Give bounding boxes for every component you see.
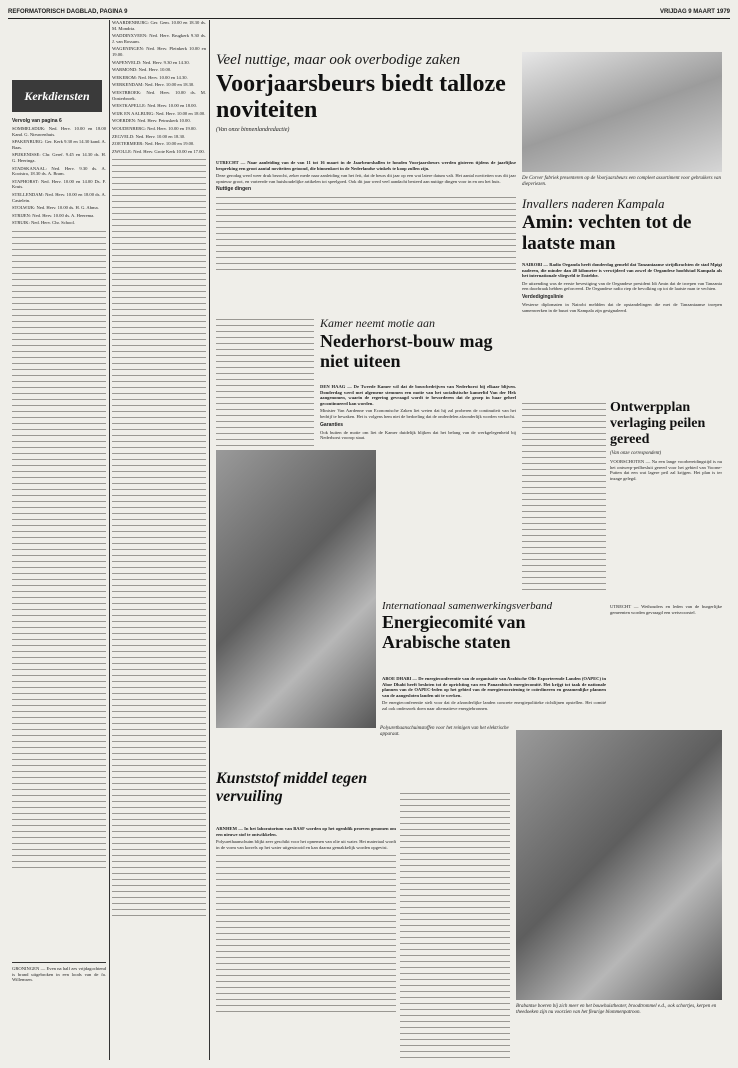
amin-lead: NAIROBI — Radio Oeganda heeft donderdag gemeld dat Tanzaniaanse strijdkrachten de stad Mpigi naderen, die minder dan 40 kilometer is verwijderd van zowel de Oegandese hoofdstad Kampala als het internationale vliegveld te Entebbe. <box>522 262 722 279</box>
energie-lead: ABOE DHABI — De energieconferentie van de organisatie van Arabische Olie Exporterende Landen (OAPEC) in Aboe Dhabi heeft besloten tot de oprichting van een Panarabisch energiecomité. Het krijgt tot taak de nationale plannen van de OAPEC-leden op het gebied van de energievoorziening te coördineren en gezamenlijke plannen van de aangesloten landen uit te werken. <box>382 676 606 698</box>
kunststof-lead: ARNHEM — In het laboratorium van BASF worden op het ogenblik proeven genomen om een nieuwe stof te ontwikkelen. <box>216 826 396 837</box>
main-lead: UTRECHT — Naar aanleiding van de van 11 tot 16 maart in de Jaarbeurshallen te houden Voorjaarsbeurs werden gisteren tijdens de jaarlijkse bespreking een groot aantal noviteiten getoond, die binnenkort in de Nederlandse winkels te koop zullen zijn. <box>216 160 516 171</box>
main-title: Voorjaarsbeurs biedt talloze noviteiten <box>216 71 506 123</box>
sidebar-entry: STOLWIJK: Ned. Herv. 10.00 ds. H. G. Abma. <box>12 205 99 211</box>
nederhorst-kicker: Kamer neemt motie aan <box>320 316 435 330</box>
kerkdiensten-logo <box>12 80 102 112</box>
col2-entry: WERKENDAM: Ned. Herv. 10.00 en 18.30. <box>112 82 195 88</box>
col2-entry: WADDINXVEEN: Ned. Herv. Brugkerk 9.30 ds. J. van Rossum. <box>112 33 206 44</box>
sidebar-heading: Vervolg van pagina 6 <box>12 118 62 124</box>
col2-entry: WESTBROEK: Ned. Herv. 10.00 ds. M. Oosterbroek. <box>112 89 206 101</box>
header-left: REFORMATORISCH DAGBLAD, PAGINA 9 <box>8 9 128 15</box>
sidebar-entry: STRUIK: Ned. Herv. Chr. School. <box>12 220 75 226</box>
main-byline: (Van onze binnenlandredactie) <box>216 127 290 133</box>
col2-entry: ZWOLLE: Ned. Herv. Grote Kerk 10.00 en 17.00. <box>112 148 205 154</box>
photo1-caption: De Corver fabriek presenteren op de Voorjaarsbeurs een compleet assortiment voor gebruikers van diepvriezen. <box>522 176 722 187</box>
col2-entry: ZEGVELD: Ned. Herv. 10.00 en 18.30. <box>112 133 186 139</box>
sidebar-entry: STELLENDAM: Ned. Herv. 10.00 en 18.00 ds. A. Castelein. <box>12 191 106 203</box>
groningen-notice <box>12 962 106 1066</box>
main-article-continuation <box>216 316 314 446</box>
sidebar-entry: SPAKENBURG: Ger. Kerk 9.30 en 14.30 kand. A. Baas. <box>12 139 106 150</box>
main-subhead: Nuttige dingen <box>216 186 251 193</box>
amin-body: De uitzending was de eerste bevestiging van de Oegandese president Idi Amin dat de troepen van Tanzania een doorbraak hebben geforceerd. De Oegandese radio riep de bevolking op tot de laatste man te vechten. <box>522 280 722 292</box>
bullet-text: UTRECHT — Wethouders en leden van de burgerlijke gemeenten worden gevraagd een wetsvoorstel. <box>610 604 722 615</box>
energie-body: De energieconferentie stelt voor dat de afzonderlijke landen concrete energiepolitieke richtlijnen opstellen. Het comité zal ook onderzoek doen naar alternatieve energiebronnen. <box>382 700 606 711</box>
sidebar-filler-text <box>12 228 106 868</box>
ontwerp-title: Ontwerpplan verlaging peilen gereed <box>610 400 706 447</box>
column-divider <box>209 20 210 1060</box>
col2-filler-text <box>112 156 206 916</box>
photo2-caption: Polyurethaanschuimstoffen voor het reinigen van het elektrische apparaat. <box>380 726 509 737</box>
col2-entry: ZOETERMEER: Ned. Herv. 10.00 en 19.00. <box>112 141 195 147</box>
amin-kicker: Invallers naderen Kampala <box>522 196 665 211</box>
ontwerp-byline: (Van onze correspondent) <box>610 451 662 456</box>
amin-article-body <box>522 262 722 394</box>
main-article-body <box>216 160 516 310</box>
nederhorst-lead: DEN HAAG — De Tweede Kamer wil dat de bouwbedrijven van Nederhorst bij elkaar blijven. Donderdag werd met algemene stemmen een motie van het socialistische kamerlid Van der Hek aangenomen, waarin de regering gevraagd wordt te bevorderen dat de groep in haar geheel gecontinueerd kan worden. <box>320 384 516 406</box>
photo-laboratorium <box>216 450 376 728</box>
column-divider <box>109 20 110 1060</box>
amin-continuation <box>522 400 606 590</box>
kunststof-body: Polyurethaanschuim blijkt zeer geschikt voor het opnemen van olie uit water. Het materiaal wordt in de vorm van korrels op het water uitgestrooid en kan daarna gemakkelijk worden opgevist. <box>216 839 396 850</box>
sidebar-entry: STAPHORST: Ned. Herv. 10.00 en 14.00 Ds. F. Kruis. <box>12 178 106 190</box>
col2-entry: WEKEROM: Ned. Herv. 10.00 en 14.30. <box>112 74 188 80</box>
header-right: VRIJDAG 9 MAART 1979 <box>659 9 730 15</box>
amin-subhead: Verdedigingslinie <box>522 293 564 300</box>
photo-boerenbont <box>516 730 722 1000</box>
photo3-caption: Brabantse boeren bij zich meer en het bouwhuistheater, broodtrommel e.d., ook schortjes, kerpen en theedoeken zijn nu voorzien van het fleurige blommenpatroon. <box>516 1004 717 1015</box>
kunststof-title: Kunststof middel tegen vervuiling <box>216 770 368 805</box>
amin-body2: Westerse diplomaten in Nairobi meldden dat de opstandelingen die met de Tanzaniaanse troepen samenwerken in de buurt van Kampala zijn gesignaleerd. <box>522 301 722 313</box>
ontwerp-body: VOORSCHOTEN — Na een lange voorbereidingstijd is nu het ontwerp-peilbesluit gereed voor het gebied van Voorne-Putten dat een wat lagere peil zal krijgen. Het plan is ter inzage gelegd. <box>610 459 722 481</box>
col2-entry: WOUDENBERG: Ned. Herv. 10.00 en 19.00. <box>112 125 197 131</box>
page-header <box>8 6 730 19</box>
kunststof-article-body <box>216 826 396 1058</box>
col2-entry: WAPENVELD: Ned. Herv. 9.30 en 14.30. <box>112 59 190 65</box>
sidebar-entry: SPIJKENISSE: Chr. Geref. 9.45 en 14.30 ds. H. G. Heeringa. <box>12 152 106 163</box>
energie-kicker: Internationaal samenwerkingsverband <box>382 600 553 612</box>
nederhorst-title: Nederhorst-bouw mag niet uiteen <box>320 331 493 371</box>
amin-title: Amin: vechten tot de laatste man <box>522 212 692 254</box>
energie-continuation <box>400 790 510 1058</box>
col2-entry: WESTKAPELLE: Ned. Herv. 10.00 en 18.00. <box>112 103 197 109</box>
column-two <box>112 20 206 1060</box>
main-article-head <box>216 52 516 162</box>
col2-entry: WOERDEN: Ned. Herv. Petruskerk 10.00. <box>112 118 191 124</box>
main-body: Deze gerodag werd weer druk bezocht, zeker mede naar aanleiding van het feit, dat de beurs dit jaar op een wat latere datum valt. Het aantal noviteiten was dit jaar opnieuw groot, en varieerde van huishoudelijke artikelen tot speelgoed. Ook dit jaar werd veel aandacht besteed aan nuttige dingen voor in en om het huis. <box>216 173 516 184</box>
main-kicker: Veel nuttige, maar ook overbodige zaken <box>216 52 461 68</box>
sidebar-entry: SOMMELSDIJK: Ned. Herv. 10.00 en 18.00 Kand. G. Nieuwenhuis. <box>12 126 106 137</box>
sidebar-entry: STADSKANAAL: Ned. Herv. 9.30 ds. A. Kooistra, 18.30 ds. A. Bram. <box>12 165 106 177</box>
col2-entry: WAGENINGEN: Ned. Herv. Pleinkerk 10.00 en 19.00. <box>112 46 206 57</box>
ontwerp-body-wrap <box>610 459 722 481</box>
bullet-notice <box>610 604 722 724</box>
ontwerp-article <box>610 400 722 600</box>
sidebar-entry: STRIJEN: Ned. Herv. 10.00 ds. A. Heerema. <box>12 212 95 218</box>
nederhorst-article-head <box>320 316 516 382</box>
main-filler <box>216 194 516 274</box>
photo-diepvries-bakjes <box>522 52 722 172</box>
col2-entry: WARMOND: Ned. Herv. 10.00. <box>112 67 172 73</box>
col2-entry: WIJK EN AALBURG: Ned. Herv. 10.00 en 18.00. <box>112 110 206 116</box>
logo-text: Kerkdiensten <box>24 89 90 103</box>
col2-entry: WAARDENBURG: Ger. Gem. 10.00 en 18.30 ds. M. Mondria. <box>112 20 206 31</box>
kunststof-filler <box>216 852 396 1012</box>
nederhorst-subhead: Garanties <box>320 421 344 428</box>
groningen-text: GRONINGEN — Even na half zes vrijdagochtend is brand uitgebroken in een loods van de fa. Willemsen. <box>12 966 106 983</box>
energie-article-head <box>382 600 606 676</box>
kunststof-article-head <box>216 770 396 820</box>
energie-title: Energiecomité van Arabische staten <box>382 612 526 652</box>
amin-article-head <box>522 196 722 256</box>
nederhorst-body: Minister Van Aardenne van Economische Zaken liet weten dat hij zal proberen de continuïteit van het bedrijf te bewaken. Het is volgens hem niet de bedoeling dat de onderdelen afzonderlijk worden verkocht. <box>320 408 516 419</box>
nederhorst-body2: Ook buiten de motie om liet de Kamer duidelijk blijken dat het belang van de werkgelegenheid bij Nederhorst voorop staat. <box>320 429 516 441</box>
sidebar-column <box>12 116 106 956</box>
